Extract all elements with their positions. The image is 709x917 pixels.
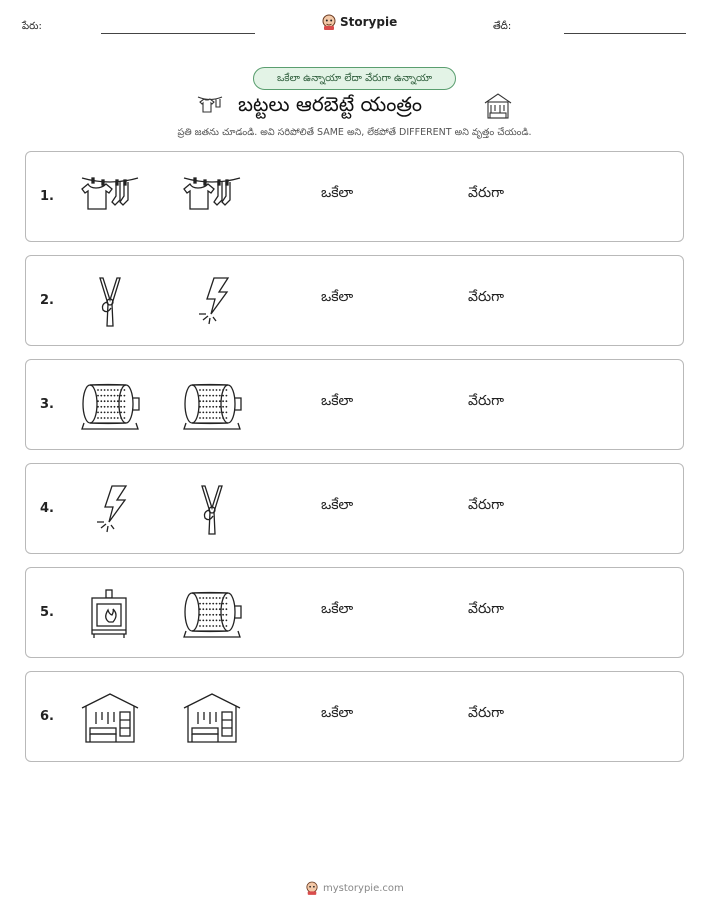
different-option[interactable]: వేరుగా — [468, 289, 504, 305]
laundry-shed-icon — [78, 692, 142, 744]
brand — [322, 14, 397, 30]
same-option[interactable]: ఒకేలా — [321, 601, 354, 617]
storypie-logo-icon — [306, 881, 318, 895]
same-option[interactable]: ఒకేలా — [321, 289, 354, 305]
name-line[interactable] — [101, 33, 255, 34]
clothesline-icon — [180, 172, 244, 224]
lightning-icon — [78, 484, 142, 536]
same-option[interactable]: ఒకేలా — [321, 393, 354, 409]
same-option[interactable]: ఒకేలా — [321, 185, 354, 201]
page-title: బట్టలు ఆరబెట్టే యంత్రం — [238, 92, 423, 116]
different-option[interactable]: వేరుగా — [468, 393, 504, 409]
same-option[interactable]: ఒకేలా — [321, 705, 354, 721]
clothes-hanger-icon — [196, 93, 224, 117]
question-number: 3. — [40, 397, 54, 412]
question-row — [25, 463, 684, 554]
brand-name: Storypie — [340, 15, 398, 29]
different-option[interactable]: వేరుగా — [468, 601, 504, 617]
name-label: పేరు: — [22, 21, 42, 32]
laundry-shed-icon — [483, 92, 513, 120]
footer-url[interactable]: mystorypie.com — [323, 882, 404, 894]
clothesline-icon — [78, 172, 142, 224]
question-number: 6. — [40, 709, 54, 724]
same-option[interactable]: ఒకేలా — [321, 497, 354, 513]
question-number: 5. — [40, 605, 54, 620]
different-option[interactable]: వేరుగా — [468, 705, 504, 721]
lightning-icon — [180, 276, 244, 328]
clothespin-icon — [180, 484, 244, 536]
question-number: 4. — [40, 501, 54, 516]
laundry-shed-icon — [180, 692, 244, 744]
footer — [306, 881, 404, 895]
question-row — [25, 151, 684, 242]
worksheet-type-badge: ఒకేలా ఉన్నాయా లేదా వేరుగా ఉన్నాయా — [253, 67, 456, 90]
question-row — [25, 671, 684, 762]
different-option[interactable]: వేరుగా — [468, 497, 504, 513]
dryer-drum-icon — [180, 588, 244, 640]
different-option[interactable]: వేరుగా — [468, 185, 504, 201]
question-number: 2. — [40, 293, 54, 308]
dryer-drum-icon — [180, 380, 244, 432]
stove-icon — [78, 588, 142, 640]
storypie-logo-icon — [322, 14, 336, 30]
clothespin-icon — [78, 276, 142, 328]
date-label: తేదీ: — [493, 21, 512, 32]
instructions: ప్రతి జతను చూడండి. అవి సరిపోలితే SAME అని, లేకపోతే DIFFERENT అని వృత్తం చేయండి. — [177, 127, 532, 138]
question-row — [25, 567, 684, 658]
question-row — [25, 359, 684, 450]
dryer-drum-icon — [78, 380, 142, 432]
question-row — [25, 255, 684, 346]
date-line[interactable] — [564, 33, 686, 34]
question-number: 1. — [40, 189, 54, 204]
